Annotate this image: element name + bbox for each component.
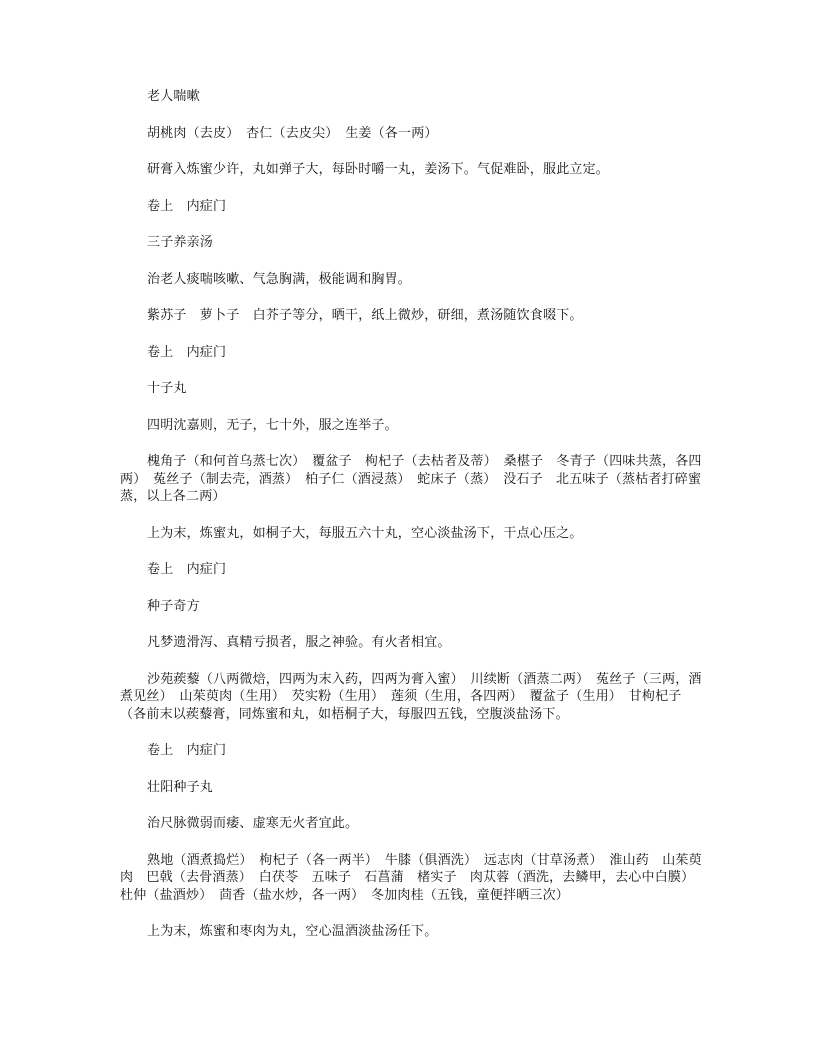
chapter-label: 卷上 内症门 [147, 344, 227, 360]
preparation-text: 紫苏子 萝卜子 白芥子等分，晒干，纸上微炒，研细，煮汤随饮食啜下。 [147, 308, 583, 323]
preparation-text: 研膏入炼蜜少许，丸如弹子大，每卧时嚼一丸，姜汤下。气促难卧，服此立定。 [147, 162, 610, 177]
chapter-label: 卷上 内症门 [147, 743, 227, 758]
indication-text: 治尺脉微弱而痿、虚寒无火者宜此。 [147, 816, 359, 831]
section-title: 老人喘嗽 [147, 89, 200, 104]
ingredient-list: 胡桃肉（去皮） 杏仁（去皮尖） 生姜（各一两） [147, 125, 438, 141]
ingredient-list: 槐角子（和何首乌蒸七次） 覆盆子 枸杞子（去枯者及蒂） 桑椹子 冬青子（四味共蒸，各四两） 菟丝子（制去壳，酒蒸） 柏子仁（酒浸蒸） 蛇床子（蒸） 没石子 北五味子（蒸枯者打碎蜜蒸，以上各二两） [120, 454, 702, 504]
section-title: 三子养亲汤 [147, 235, 214, 250]
preparation-text: 上为末，炼蜜和枣肉为丸，空心温酒淡盐汤任下。 [147, 924, 438, 939]
chapter-label: 卷上 内症门 [147, 562, 227, 577]
section-title: 种子奇方 [147, 598, 200, 614]
document-page [120, 88, 704, 960]
chapter-label: 卷上 内症门 [147, 198, 227, 214]
ingredient-list: 熟地（酒煮捣烂） 枸杞子（各一两半） 牛膝（俱酒洗） 远志肉（甘草汤煮） 淮山药 山茱萸肉 巴戟（去骨酒蒸） 白茯苓 五味子 石菖蒲 楮实子 肉苁蓉（酒洗，去鳞甲，去心中白膜） 杜仲（盐酒炒） 茴香（盐水炒，各一两） 冬加肉桂（五钱，童便拌晒三次） [120, 852, 702, 903]
section-title: 十子丸 [147, 381, 187, 396]
indication-text: 四明沈嘉则，无子，七十外，服之连举子。 [147, 417, 398, 433]
preparation-text: 上为末，炼蜜丸，如桐子大，每服五六十丸，空心淡盐汤下，干点心压之。 [147, 525, 583, 541]
section-title: 壮阳种子丸 [147, 779, 214, 795]
indication-text: 治老人痰喘咳嗽、气急胸满，极能调和胸胃。 [147, 271, 412, 287]
indication-text: 凡梦遗滑泻、真精亏损者，服之神验。有火者相宜。 [147, 635, 451, 650]
ingredient-list: 沙苑蒺藜（八两微焙，四两为末入药，四两为膏入蜜） 川续断（酒蒸二两） 菟丝子（三两，酒煮见丝） 山茱萸肉（生用） 芡实粉（生用） 莲须（生用，各四两） 覆盆子（生用） 甘枸杞子（各前末以蒺藜膏，同炼蜜和丸，如梧桐子大，每服四五钱，空腹淡盐汤下。 [120, 671, 702, 722]
